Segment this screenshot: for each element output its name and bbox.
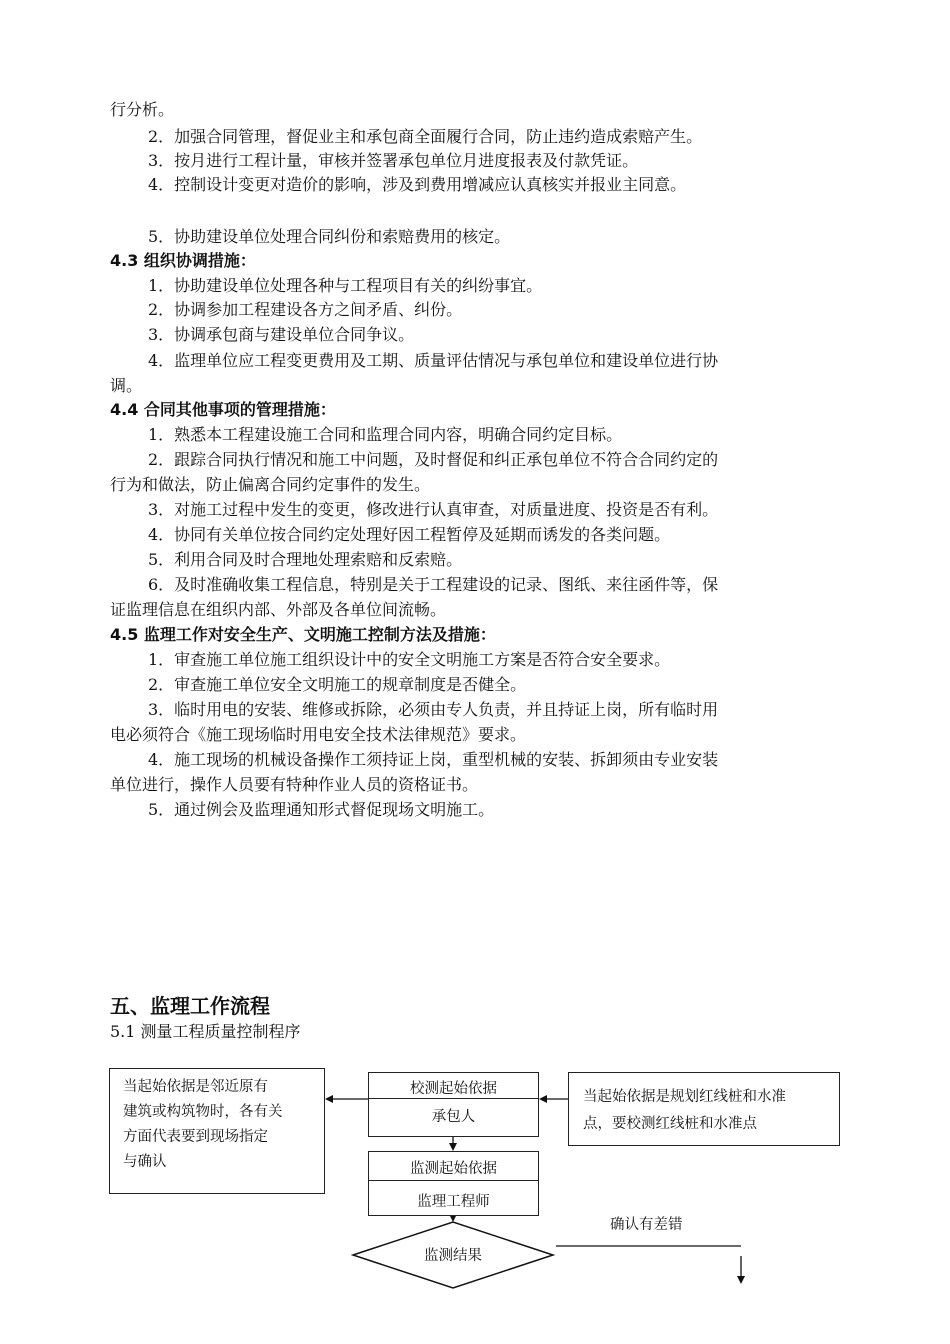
paragraph-line: 4．监理单位应工程变更费用及工期、质量评估情况与承包单位和建设单位进行协 <box>148 351 719 370</box>
paragraph-line: 3．临时用电的安装、维修或拆除，必须由专人负责，并且持证上岗，所有临时用 <box>148 700 719 719</box>
section-heading: 4.5 监理工作对安全生产、文明施工控制方法及措施： <box>110 625 496 644</box>
paragraph-line: 5．利用合同及时合理地处理索赔和反索赔。 <box>148 550 463 569</box>
paragraph-line: 2．跟踪合同执行情况和施工中问题，及时督促和纠正承包单位不符合合同约定的 <box>148 450 719 469</box>
supervisor-check-box <box>368 1151 539 1216</box>
right-box-line: 点，要校测红线桩和水准点 <box>583 1116 757 1132</box>
paragraph-line: 2．加强合同管理，督促业主和承包商全面履行合同，防止违约造成索赔产生。 <box>148 127 703 146</box>
paragraph-line: 4．控制设计变更对造价的影响，涉及到费用增减应认真核实并报业主同意。 <box>148 175 687 194</box>
paragraph-line: 5．通过例会及监理通知形式督促现场文明施工。 <box>148 800 495 819</box>
left-box-line: 当起始依据是邻近原有 <box>123 1079 268 1095</box>
paragraph-line: 电必须符合《施工现场临时用电安全技术法律规范》要求。 <box>110 725 527 744</box>
box1-title: 校测起始依据 <box>410 1081 497 1097</box>
box2-role: 监理工程师 <box>417 1194 490 1210</box>
left-box-line: 方面代表要到现场指定 <box>123 1129 268 1145</box>
right-condition-box <box>568 1072 840 1146</box>
box1-role: 承包人 <box>431 1109 476 1125</box>
paragraph-line: 4．协同有关单位按合同约定处理好因工程暂停及延期而诱发的各类问题。 <box>148 525 671 544</box>
paragraph-line: 单位进行，操作人员要有特种作业人员的资格证书。 <box>110 775 479 794</box>
paragraph-line: 3．按月进行工程计量，审核并签署承包单位月进度报表及付款凭证。 <box>148 151 639 170</box>
right-box-line: 当起始依据是规划红线桩和水准 <box>583 1089 786 1105</box>
left-box-line: 建筑或构筑物时，各有关 <box>123 1104 283 1120</box>
paragraph-line: 行为和做法，防止偏离合同约定事件的发生。 <box>110 475 431 494</box>
left-condition-box <box>109 1068 325 1194</box>
paragraph-line: 6．及时准确收集工程信息，特别是关于工程建设的记录、图纸、来往函件等，保 <box>148 575 719 594</box>
section-heading: 4.3 组织协调措施： <box>110 251 256 270</box>
paragraph-line: 2．协调参加工程建设各方之间矛盾、纠份。 <box>148 300 463 319</box>
paragraph-line: 1．协助建设单位处理各种与工程项目有关的纠纷事宜。 <box>148 276 543 295</box>
paragraph-line: 证监理信息在组织内部、外部及各单位间流畅。 <box>110 600 447 619</box>
paragraph-line: 3．协调承包商与建设单位合同争议。 <box>148 325 415 344</box>
branch-label: 确认有差错 <box>610 1217 683 1233</box>
paragraph-line: 5．协助建设单位处理合同纠份和索赔费用的核定。 <box>148 227 511 246</box>
section-heading: 4.4 合同其他事项的管理措施： <box>110 400 336 419</box>
decision-label: 监测结果 <box>424 1248 482 1264</box>
paragraph-line: 行分析。 <box>110 100 175 119</box>
box2-title: 监测起始依据 <box>410 1161 497 1177</box>
paragraph-line: 调。 <box>110 376 143 395</box>
section-title: 五、监理工作流程 <box>110 994 270 1018</box>
left-box-line: 与确认 <box>123 1154 167 1170</box>
section-subtitle: 5.1 测量工程质量控制程序 <box>110 1022 301 1041</box>
paragraph-line: 2．审查施工单位安全文明施工的规章制度是否健全。 <box>148 675 527 694</box>
paragraph-line: 1．审查施工单位施工组织设计中的安全文明施工方案是否符合安全要求。 <box>148 650 671 669</box>
paragraph-line: 3．对施工过程中发生的变更，修改进行认真审查，对质量进度、投资是否有利。 <box>148 500 719 519</box>
paragraph-line: 4．施工现场的机械设备操作工须持证上岗，重型机械的安装、拆卸须由专业安装 <box>148 750 719 769</box>
paragraph-line: 1．熟悉本工程建设施工合同和监理合同内容，明确合同约定目标。 <box>148 425 623 444</box>
contractor-check-box <box>368 1072 539 1137</box>
